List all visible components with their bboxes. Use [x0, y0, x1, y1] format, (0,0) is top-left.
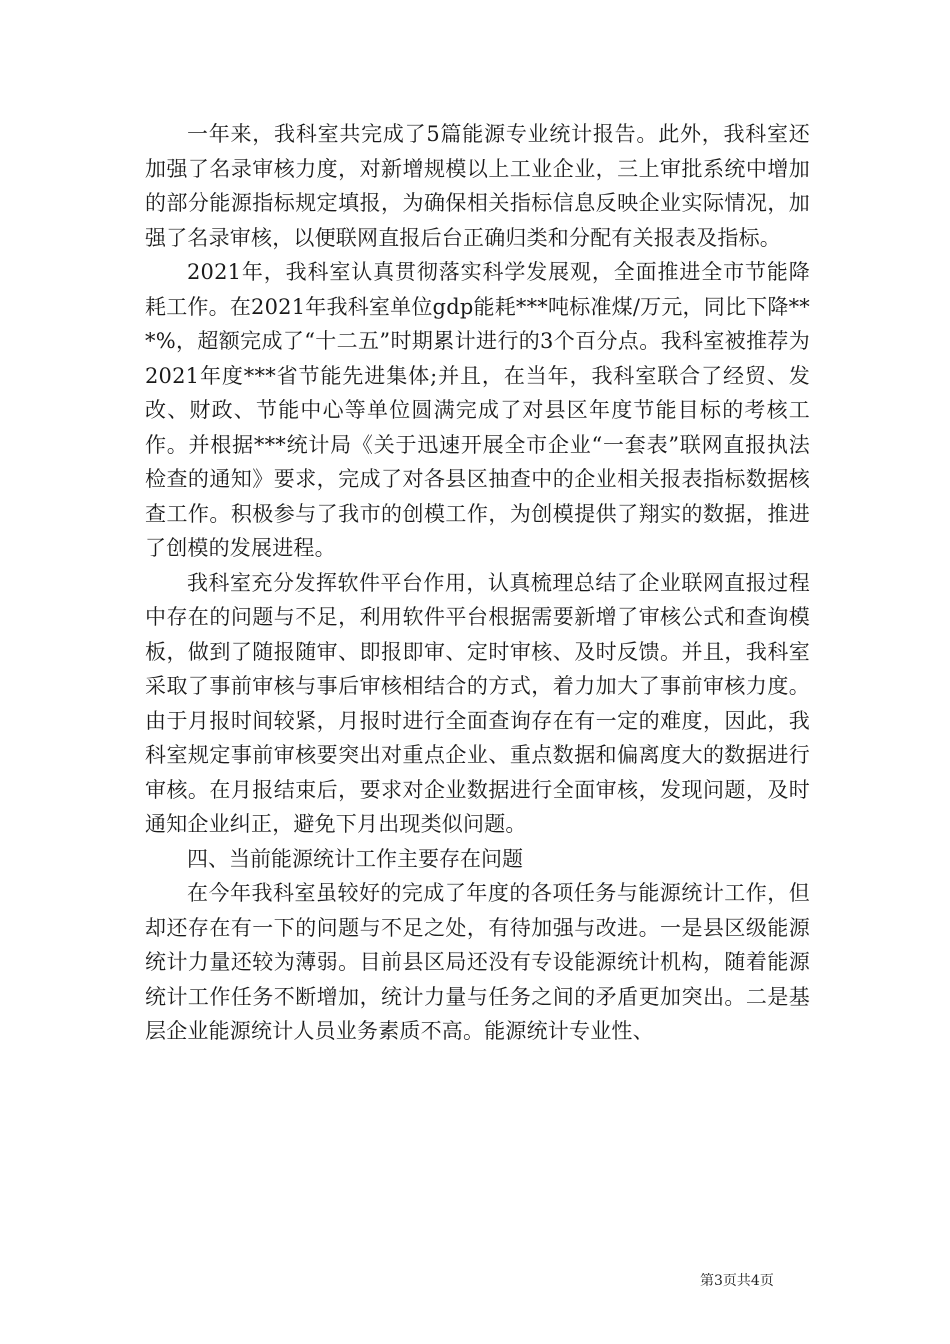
paragraph-4: 在今年我科室虽较好的完成了年度的各项任务与能源统计工作，但却还存在有一下的问题与不足之处，有待加强与改进。一是县区级能源统计力量还较为薄弱。目前县区局还没有专设能源统计机构，随着能源统计工作任务不断增加，统计力量与任务之间的矛盾更加突出。二是基层企业能源统计人员业务素质不高。能源统计专业性、: [145, 881, 810, 1043]
section-heading: 四、当前能源统计工作主要存在问题: [187, 846, 523, 871]
page-number: 第3页共4页: [700, 1273, 774, 1289]
document-body: [145, 117, 810, 1049]
paragraph-3: 我科室充分发挥软件平台作用，认真梳理总结了企业联网直报过程中存在的问题与不足，利用软件平台根据需要新增了审核公式和查询模板，做到了随报随审、即报即审、定时审核、及时反馈。并且，我科室采取了事前审核与事后审核相结合的方式，着力加大了事前审核力度。由于月报时间较紧，月报时进行全面查询存在有一定的难度，因此，我科室规定事前审核要突出对重点企业、重点数据和偏离度大的数据进行审核。在月报结束后，要求对企业数据进行全面审核，发现问题，及时通知企业纠正，避免下月出现类似问题。: [145, 570, 810, 836]
paragraph-2: 2021年，我科室认真贯彻落实科学发展观，全面推进全市节能降耗工作。在2021年我科室单位gdp能耗***吨标准煤/万元，同比下降***%，超额完成了“十二五”时期累计进行的3个百分点。我科室被推荐为2021年度***省节能先进集体;并且，在当年，我科室联合了经贸、发改、财政、节能中心等单位圆满完成了对县区年度节能目标的考核工作。并根据***统计局《关于迅速开展全市企业“一套表”联网直报执法检查的通知》要求，完成了对各县区抽查中的企业相关报表指标数据核查工作。积极参与了我市的创模工作，为创模提供了翔实的数据，推进了创模的发展进程。: [145, 260, 810, 560]
paragraph-1: 一年来，我科室共完成了5篇能源专业统计报告。此外，我科室还加强了名录审核力度，对新增规模以上工业企业，三上审批系统中增加的部分能源指标规定填报，为确保相关指标信息反映企业实际情况，加强了名录审核，以便联网直报后台正确归类和分配有关报表及指标。: [145, 122, 810, 250]
